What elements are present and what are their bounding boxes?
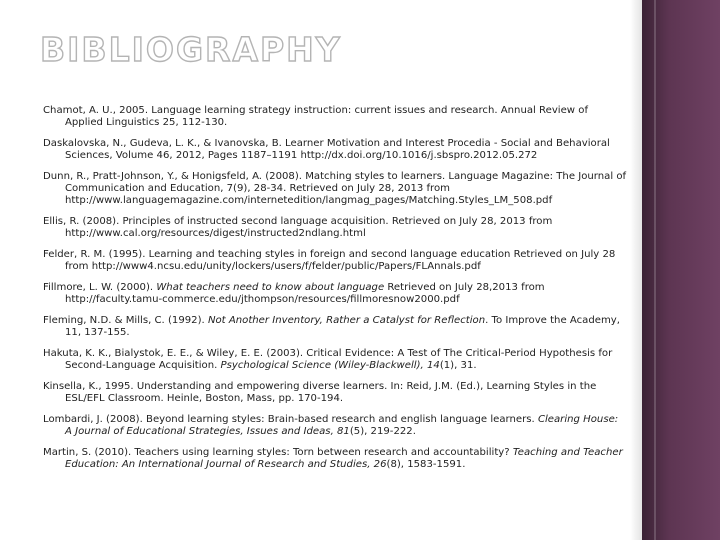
entry-italic-text: What teachers need to know about language [156,282,385,294]
bibliography-entry [43,138,628,162]
bibliography-list [43,105,628,480]
bibliography-entry [43,282,628,306]
entry-text: Ellis, R. (2008). Principles of instructed second language acquisition. Retrieved on July 28, 2013 from http://www.cal.org/resources/digest/instructed2ndlang.html [43,216,553,240]
entry-text: Chamot, A. U., 2005. Language learning strategy instruction: current issues and research. Annual Review of Applied Linguistics 25, 112-130. [43,105,588,129]
entry-italic-text: Psychological Science (Wiley-Blackwell), 14 [220,360,440,372]
entry-text: Daskalovska, N., Gudeva, L. K., & Ivanovska, B. Learner Motivation and Interest Procedia - Social and Behavioral Sciences, Volume 46, 2012, Pages 1187–1191 http://dx.doi.org/10.1016/j.sbspro.2012.05.272 [43,138,610,162]
entry-italic-text: Not Another Inventory, Rather a Catalyst for Reflection [207,315,486,327]
entry-text: Felder, R. M. (1995). Learning and teaching styles in foreign and second language education Retrieved on July 28 from http://www4.ncsu.edu/unity/lockers/users/f/felder/public/Papers/FLAnnals.pdf [43,249,616,273]
entry-text: (8), 1583-1591. [386,459,466,471]
entry-text: Retrieved on July 28,2013 from http://faculty.tamu-commerce.edu/jthompson/resources/fillmoresnow2000.pdf [65,282,545,306]
bibliography-entry [43,381,628,405]
bibliography-entry [43,315,628,339]
entry-text: Fillmore, L. W. (2000). [43,282,157,294]
bibliography-entry [43,414,628,438]
entry-text: (5), 219-222. [349,426,416,438]
entry-text: Martin, S. (2010). Teachers using learning styles: Torn between research and accountability? [43,447,513,459]
bibliography-entry [43,249,628,273]
entry-text: Fleming, N.D. & Mills, C. (1992). [43,315,208,327]
bibliography-entry [43,216,628,240]
entry-text: (1), 31. [439,360,477,372]
entry-italic-text: Clearing House: A Journal of Educational Strategies, Issues and Ideas, 81 [65,414,619,438]
entry-text: Lombardi, J. (2008). Beyond learning styles: Brain-based research and english language learners. [43,414,538,426]
entry-text: . To Improve the Academy, 11, 137-155. [65,315,620,339]
bibliography-entry [43,171,628,208]
entry-text: Kinsella, K., 1995. Understanding and empowering diverse learners. In: Reid, J.M. (Ed.), Learning Styles in the ESL/EFL Classroom. Heinle, Boston, Mass, pp. 170-194. [43,381,597,405]
bibliography-entry [43,447,628,471]
entry-text: Dunn, R., Pratt-Johnson, Y., & Honigsfeld, A. (2008). Matching styles to learners. Language Magazine: The Journal of Communication and Education, 7(9), 28-34. Retrieved on July 28, 2013 from http://www.languagemagazine.com/internetedition/langmag_pages/Matching.Styles_LM_508.pdf [43,171,627,207]
rail-shadow [630,0,642,540]
bibliography-entry [43,105,628,129]
entry-italic-text: Teaching and Teacher Education: An International Journal of Research and Studies, 26 [65,447,623,471]
slide-title: BIBLIOGRAPHY [40,30,342,69]
bibliography-entry [43,348,628,372]
rail-stripe [654,0,656,540]
entry-text: Hakuta, K. K., Bialystok, E. E., & Wiley, E. E. (2003). Critical Evidence: A Test of The Critical-Period Hypothesis for Second-Language Acquisition. [43,348,613,372]
